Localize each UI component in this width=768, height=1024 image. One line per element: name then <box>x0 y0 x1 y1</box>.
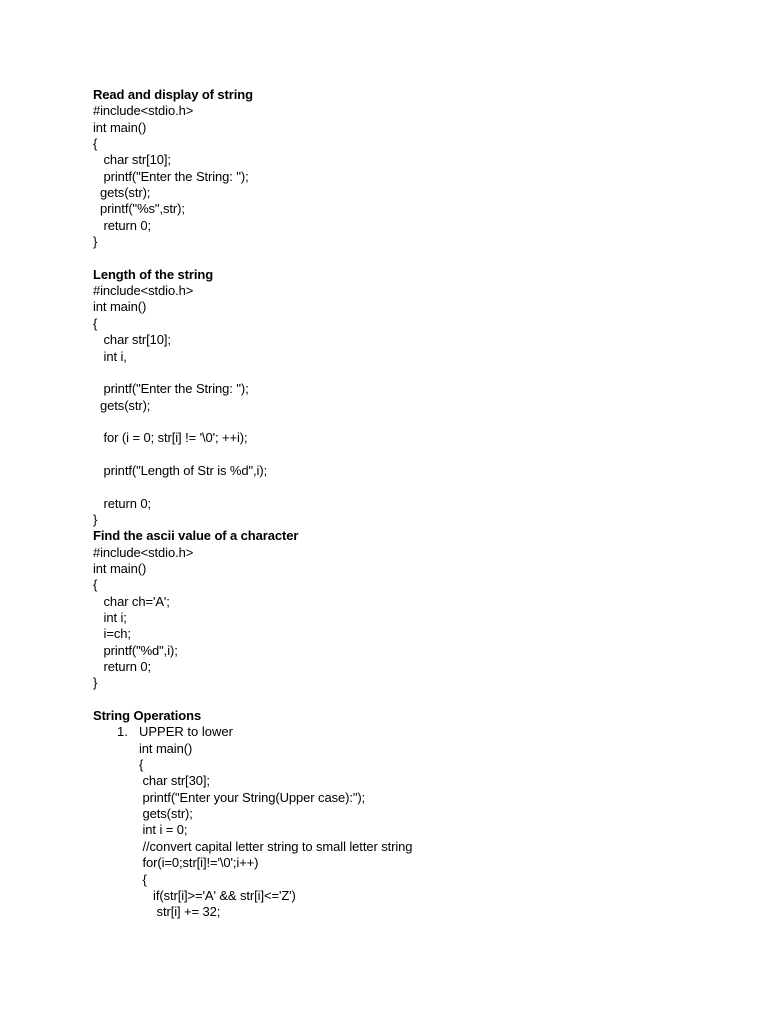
section-heading: Read and display of string <box>93 87 253 102</box>
code-line: i=ch; <box>93 626 131 642</box>
list-item-title: UPPER to lower <box>139 724 233 740</box>
code-line: gets(str); <box>93 397 151 413</box>
list-item-code <box>93 741 733 921</box>
code-line <box>93 479 733 495</box>
code-line: printf("%d",i); <box>93 642 178 658</box>
code-line: #include<stdio.h> <box>93 544 194 560</box>
code-line: { <box>93 136 98 152</box>
code-line: } <box>93 511 98 527</box>
code-line: } <box>93 675 98 691</box>
code-line <box>93 414 733 430</box>
code-line: return 0; <box>93 495 152 511</box>
code-line: char str[10]; <box>93 152 171 168</box>
code-line <box>93 365 733 381</box>
code-line: { <box>139 757 144 773</box>
section-3 <box>93 528 733 691</box>
code-line: for(i=0;str[i]!='\0';i++) <box>139 855 259 871</box>
code-line: printf("Enter the String: "); <box>93 168 249 184</box>
code-line: char ch='A'; <box>93 593 170 609</box>
blank-line <box>93 692 733 708</box>
code-line: printf("Length of Str is %d",i); <box>93 462 268 478</box>
code-line: char str[30]; <box>139 773 210 789</box>
section-1 <box>93 87 733 250</box>
section-heading: Find the ascii value of a character <box>93 528 299 544</box>
list-item-number: 1. <box>117 724 128 740</box>
list-item-header <box>93 724 733 740</box>
code-line: printf("%s",str); <box>93 201 185 217</box>
section-heading: Length of the string <box>93 266 214 282</box>
code-line: gets(str); <box>93 185 151 201</box>
code-line: //convert capital letter string to small letter string <box>139 838 413 854</box>
code-line: printf("Enter your String(Upper case):"); <box>139 789 366 805</box>
section-2 <box>93 267 733 529</box>
code-line: gets(str); <box>139 806 193 822</box>
document-content <box>93 87 733 921</box>
numbered-list <box>93 724 733 920</box>
code-line: for (i = 0; str[i] != '\0'; ++i); <box>93 430 248 446</box>
code-line: } <box>93 234 98 250</box>
code-line <box>93 447 733 463</box>
list-item <box>93 724 733 920</box>
code-line: int main() <box>93 299 147 315</box>
code-line: { <box>93 315 98 331</box>
code-line: printf("Enter the String: "); <box>93 381 249 397</box>
code-line: return 0; <box>93 217 152 233</box>
code-line: int main() <box>139 740 193 756</box>
code-line: int main() <box>93 560 147 576</box>
section-4 <box>93 708 733 920</box>
code-line: int i; <box>93 610 127 625</box>
code-line: { <box>139 871 147 887</box>
code-line: #include<stdio.h> <box>93 283 194 299</box>
code-line: str[i] += 32; <box>139 904 221 920</box>
code-line: { <box>93 577 98 593</box>
code-line: if(str[i]>='A' && str[i]<='Z') <box>139 887 296 903</box>
code-line: int i = 0; <box>139 822 188 838</box>
section-heading: String Operations <box>93 708 202 724</box>
code-line: #include<stdio.h> <box>93 103 194 119</box>
code-line: int i, <box>93 348 127 364</box>
blank-line <box>93 250 733 266</box>
code-line: char str[10]; <box>93 332 171 348</box>
code-line: int main() <box>93 119 147 135</box>
code-line: return 0; <box>93 659 152 675</box>
